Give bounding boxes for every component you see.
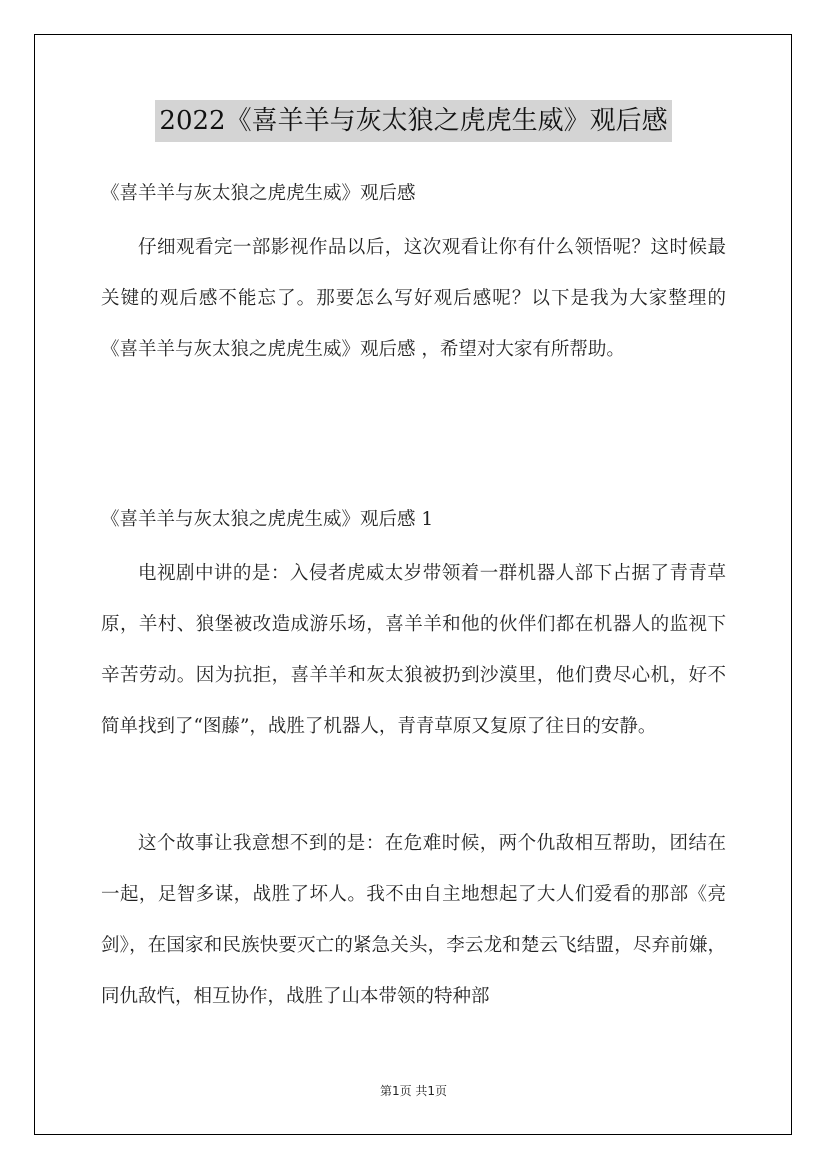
title-container	[0, 100, 827, 142]
intro-paragraph: 仔细观看完一部影视作品以后，这次观看让你有什么领悟呢？这时候最关键的观后感不能忘了。那要怎么写好观后感呢？以下是我为大家整理的《喜羊羊与灰太狼之虎虎生威》观后感 ，希望对大家有所帮助。	[101, 237, 726, 360]
reflection-paragraph: 这个故事让我意想不到的是：在危难时候，两个仇敌相互帮助，团结在一起，足智多谋，战胜了坏人。我不由自主地想起了大人们爱看的那部《亮剑》，在国家和民族快要灭亡的紧急关头，李云龙和楚云飞结盟，尽弃前嫌，同仇敌忾，相互协作，战胜了山本带领的特种部	[101, 833, 726, 1007]
page-number-footer: 第1页 共1页	[379, 1084, 448, 1098]
document-title: 2022《喜羊羊与灰太狼之虎虎生威》观后感	[155, 100, 671, 142]
story-paragraph: 电视剧中讲的是：入侵者虎威太岁带领着一群机器人部下占据了青青草原，羊村、狼堡被改造成游乐场，喜羊羊和他的伙伴们都在机器人的监视下辛苦劳动。因为抗拒，喜羊羊和灰太狼被扔到沙漠里，他们费尽心机，好不简单找到了“图藤”，战胜了机器人，青青草原又复原了往日的安静。	[101, 563, 726, 737]
section-heading: 《喜羊羊与灰太狼之虎虎生威》观后感 1	[101, 509, 434, 530]
document-subtitle: 《喜羊羊与灰太狼之虎虎生威》观后感	[101, 183, 416, 204]
